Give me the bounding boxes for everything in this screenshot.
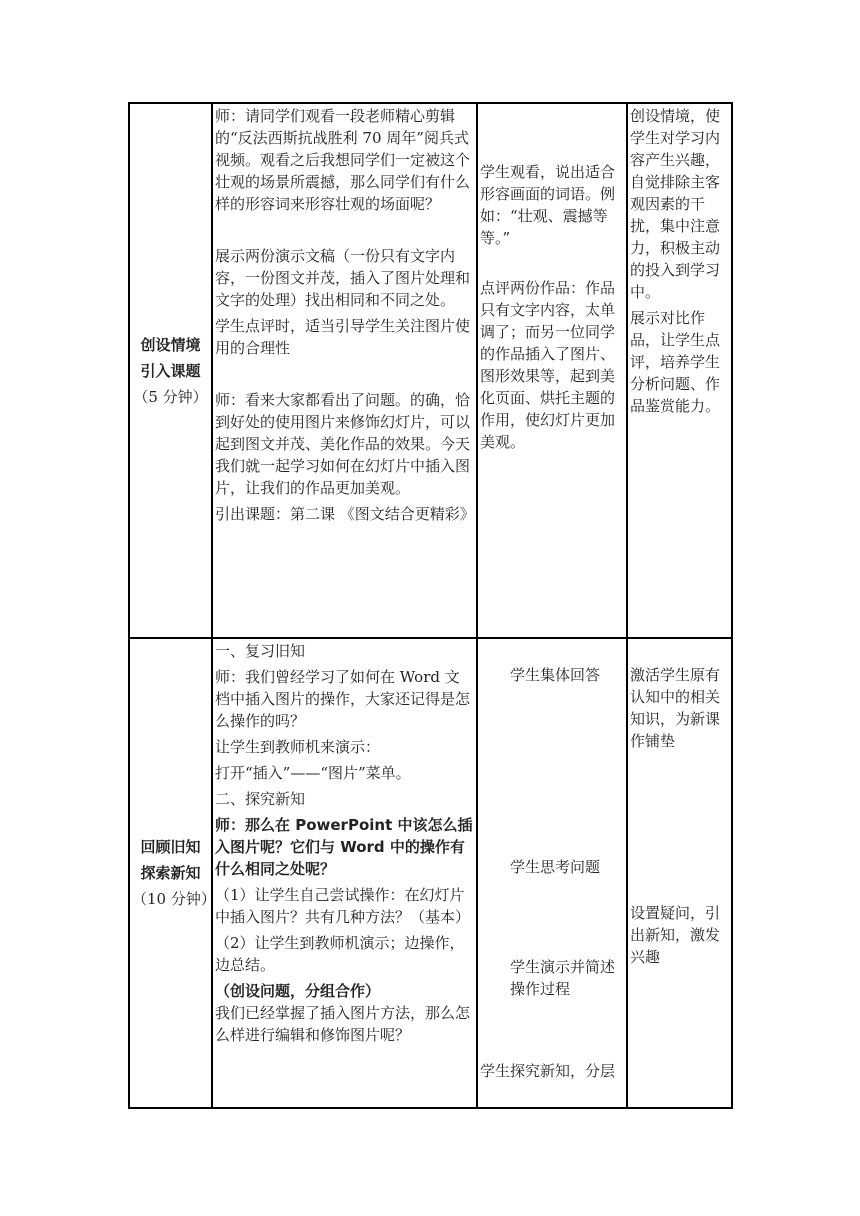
student-paragraph: 学生集体回答 <box>510 666 601 684</box>
teacher-paragraph: 师：请同学们观看一段老师精心剪辑的“反法西斯抗战胜利 70 周年”阅兵式视频。观看之后我想同学们一定被这个壮观的场景所震撼，那么同学们有什么样的形容词来形容壮观的场面呢？ <box>215 107 471 213</box>
intent-paragraph: 设置疑问，引出新知，激发兴趣 <box>630 904 721 966</box>
teacher-activity-cell <box>212 103 477 638</box>
teacher-paragraph: 师：我们曾经学习了如何在 Word 文档中插入图片的操作，大家还记得是怎么操作的吗？ <box>215 668 471 730</box>
table-row <box>129 103 732 638</box>
student-paragraph: 学生演示并简述操作过程 <box>510 958 616 998</box>
teacher-paragraph: 学生点评时，适当引导学生关注图片使用的合理性 <box>215 317 471 357</box>
teacher-paragraph: 打开“插入”——“图片”菜单。 <box>215 764 411 782</box>
stage-title: 回顾旧知 <box>140 838 201 856</box>
intent-paragraph: 激活学生原有认知中的相关知识，为新课作铺垫 <box>630 666 721 750</box>
intent-paragraph: 展示对比作品，让学生点评，培养学生分析问题、作品鉴赏能力。 <box>630 309 721 415</box>
intent-paragraph: 创设情境，使学生对学习内容产生兴趣，自觉排除主客观因素的干扰，集中注意力，积极主动的投入到学习中。 <box>630 107 721 301</box>
lesson-plan-table <box>128 102 733 1109</box>
teacher-paragraph: （2）让学生到教师机演示；边操作，边总结。 <box>215 934 465 974</box>
stage-title: 创设情境 <box>140 335 201 354</box>
stage-cell <box>129 638 216 1108</box>
teacher-paragraph: （创设问题，分组合作） <box>215 982 381 1000</box>
student-paragraph: 点评两份作品：作品只有文字内容，太单调了；而另一位同学的作品插入了图片、图形效果等，起到美化页面、烘托主题的作用，使幻灯片更加美观。 <box>480 279 616 451</box>
teacher-paragraph: 我们已经掌握了插入图片方法，那么怎么样进行编辑和修饰图片呢？ <box>215 1004 471 1044</box>
teacher-paragraph: 二、探究新知 <box>215 790 306 808</box>
stage-title: 引入课题 <box>140 361 201 380</box>
teacher-paragraph: 师：看来大家都看出了问题。的确，恰到好处的使用图片来修饰幻灯片，可以起到图文并茂、美化作品的效果。今天我们就一起学习如何在幻灯片中插入图片，让我们的作品更加美观。 <box>215 391 471 497</box>
student-activity-cell <box>477 638 627 1108</box>
teacher-paragraph: （1）让学生自己尝试操作：在幻灯片中插入图片？共有几种方法？（基本） <box>215 886 471 926</box>
teacher-paragraph: 师：那么在 PowerPoint 中该怎么插入图片呢？它们与 Word 中的操作有什么相同之处呢？ <box>215 816 473 878</box>
teacher-activity-cell <box>212 638 477 1108</box>
teacher-paragraph: 让学生到教师机来演示： <box>215 738 381 756</box>
design-intent-cell <box>627 103 732 638</box>
stage-time: （5 分钟） <box>133 387 208 406</box>
teacher-paragraph: 展示两份演示文稿（一份只有文字内容，一份图文并茂，插入了图片处理和文字的处理）找出相同和不同之处。 <box>215 247 471 309</box>
student-paragraph: 学生思考问题 <box>510 858 601 876</box>
design-intent-cell <box>627 638 732 1108</box>
student-activity-cell <box>477 103 627 638</box>
student-paragraph: 学生观看，说出适合形容画面的词语。例如：“壮观、震撼等等。” <box>480 163 616 247</box>
stage-cell <box>129 103 212 638</box>
teacher-paragraph: 引出课题：第二课 《图文结合更精彩》 <box>215 505 475 523</box>
table-row <box>129 638 732 1108</box>
teacher-paragraph: 一、复习旧知 <box>215 642 306 660</box>
stage-title: 探索新知 <box>140 864 201 882</box>
student-paragraph: 学生探究新知，分层 <box>480 1062 616 1080</box>
stage-time: （10 分钟） <box>132 890 216 908</box>
